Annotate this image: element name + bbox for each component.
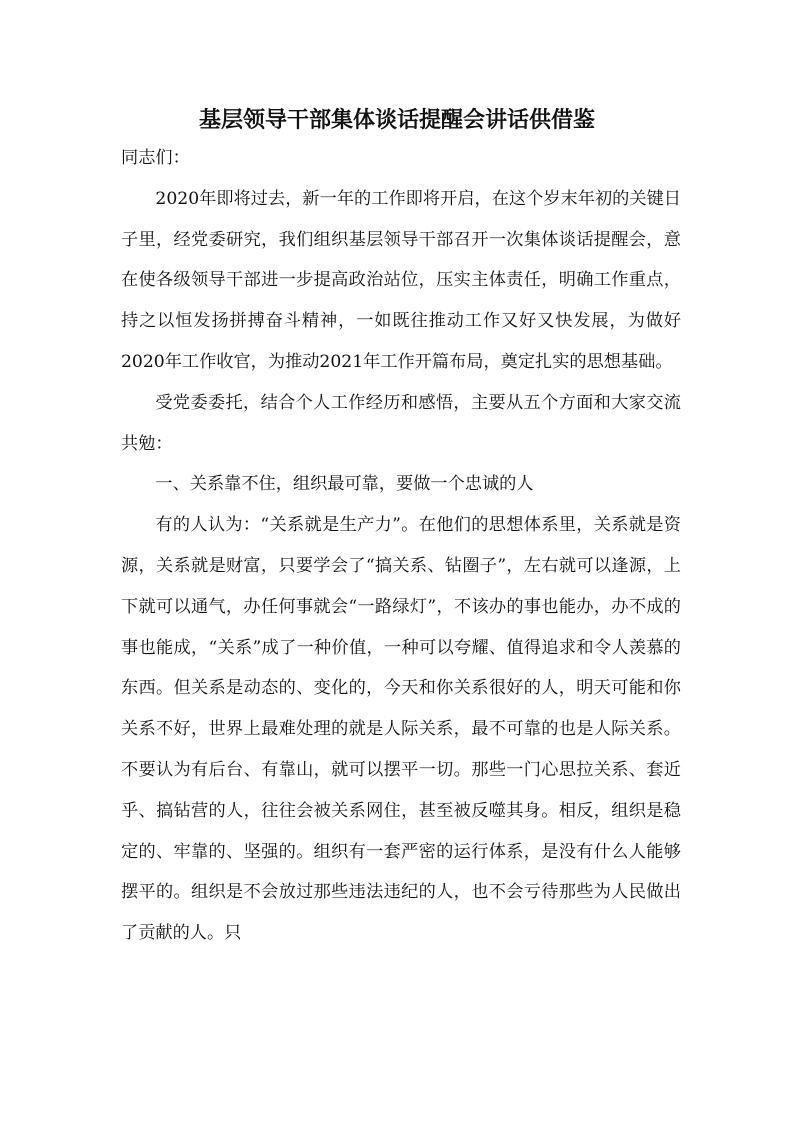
paragraph-intro: 2020年即将过去，新一年的工作即将开启，在这个岁末年初的关键日子里，经党委研究，我们组织基层领导干部召开一次集体谈话提醒会，意在使各级领导干部进一步提高政治站位，压实主体责任，明确工作重点，持之以恒发扬拼搏奋斗精神，一如既往推动工作又好又快发展，为做好2020年工作收官，为推动2021年工作开篇布局，奠定扎实的思想基础。 — [121, 188, 681, 372]
section-heading-1: 一、关系靠不住，组织最可靠，要做一个忠诚的人 — [155, 474, 534, 495]
document-title: 基层领导干部集体谈话提醒会讲话供借鉴 — [198, 107, 595, 133]
paragraph-section-1: 有的人认为：“关系就是生产力”。在他们的思想体系里，关系就是资源，关系就是财富，只要学会了“搞关系、钻圈子”，左右就可以逢源，上下就可以通气，办任何事就会“一路绿灯”，不该办的事也能办，办不成的事也能成，“关系”成了一种价值，一种可以夸耀、值得追求和令人羡慕的东西。但关系是动态的、变化的，今天和你关系很好的人，明天可能和你关系不好，世界上最难处理的就是人际关系，最不可靠的也是人际关系。不要认为有后台、有靠山，就可以摆平一切。那些一门心思拉关系、套近乎、搞钻营的人，往往会被关系网住，甚至被反噬其身。相反，组织是稳定的、牢靠的、坚强的。组织有一套严密的运行体系，是没有什么人能够摆平的。组织是不会放过那些违法违纪的人，也不会亏待那些为人民做出了贡献的人。只 — [121, 515, 681, 944]
document-body — [121, 138, 681, 954]
salutation: 同志们： — [121, 148, 190, 168]
paragraph-overview: 受党委委托，结合个人工作经历和感悟，主要从五个方面和大家交流共勉： — [121, 392, 681, 454]
